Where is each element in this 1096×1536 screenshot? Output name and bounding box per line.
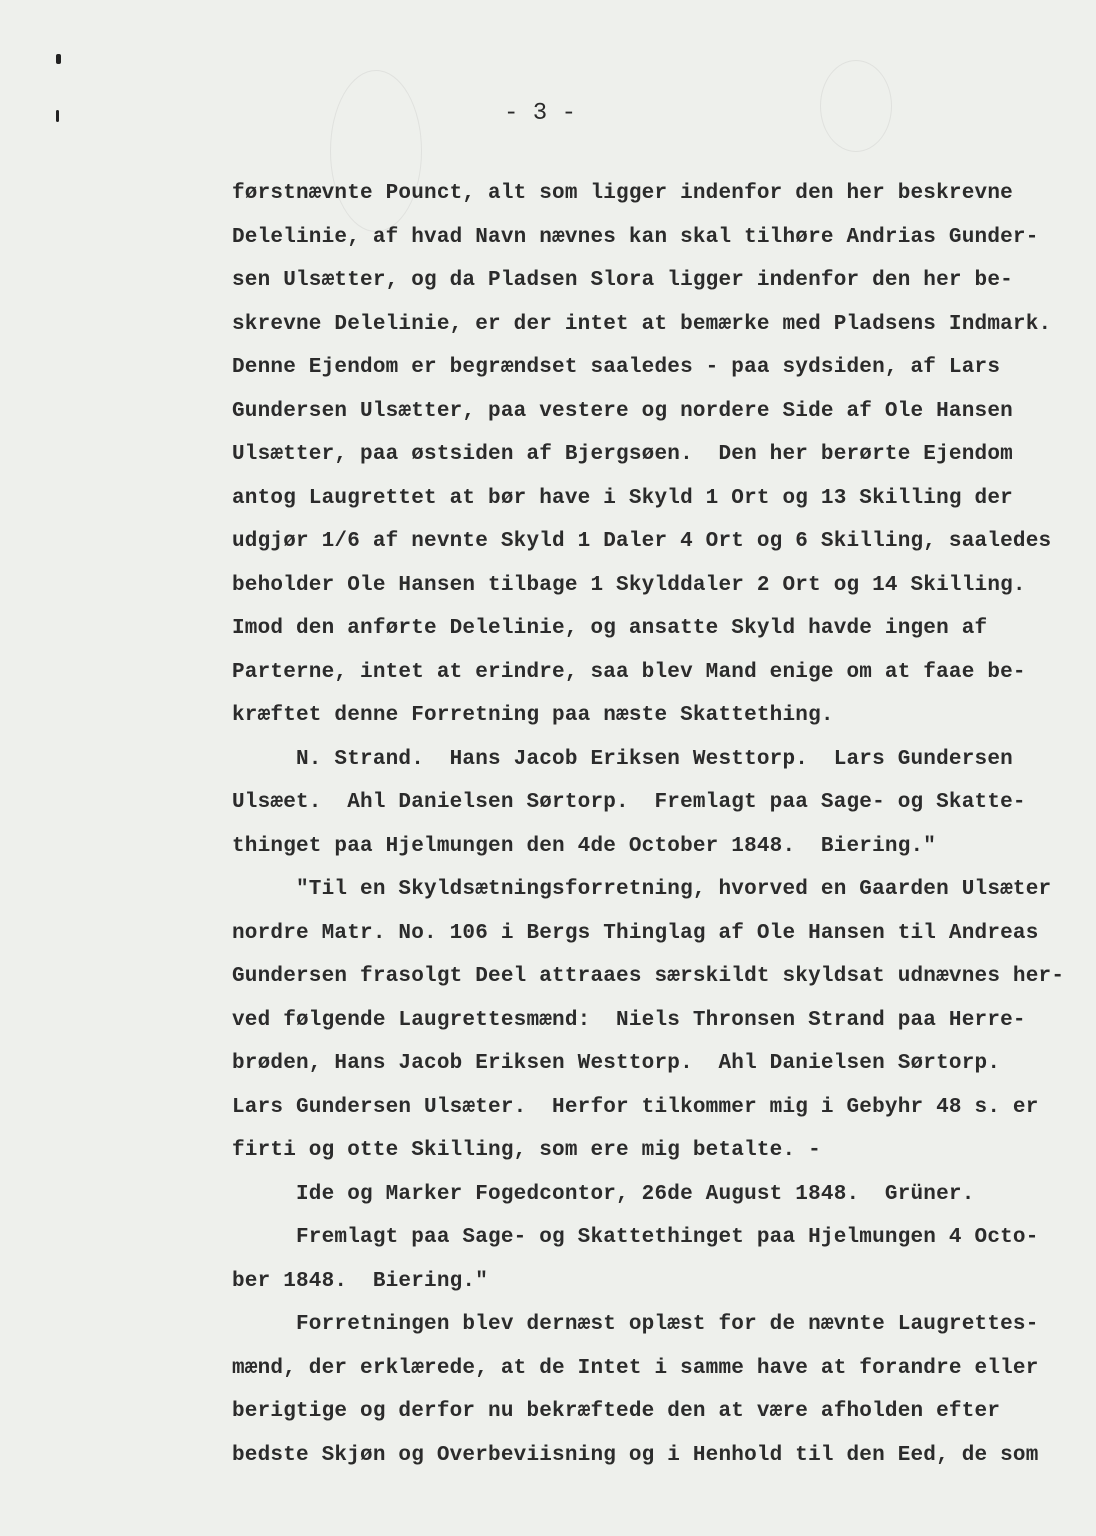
text-line: Fremlagt paa Sage- og Skattethinget paa Hjelmungen 4 Octo- bbox=[232, 1226, 1039, 1249]
text-line: "Til en Skyldsætningsforretning, hvorved en Gaarden Ulsæter bbox=[232, 878, 1052, 901]
text-line: Forretningen blev dernæst oplæst for de nævnte Laugrettes- bbox=[232, 1313, 1039, 1336]
page-number: - 3 - bbox=[503, 100, 576, 127]
text-line: N. Strand. Hans Jacob Eriksen Westtorp. Lars Gundersen bbox=[232, 747, 1013, 771]
text-line: bedste Skjøn og Overbeviisning og i Henhold til den Eed, de som bbox=[232, 1443, 1039, 1467]
text-line: antog Laugrettet at bør have i Skyld 1 Ort og 13 Skilling der bbox=[232, 486, 1013, 510]
document-body bbox=[232, 172, 1082, 1477]
text-line: Imod den anførte Delelinie, og ansatte Skyld havde ingen af bbox=[232, 617, 988, 640]
text-line: Gundersen Ulsætter, paa vestere og nordere Side af Ole Hansen bbox=[232, 399, 1013, 423]
text-line: Ulsætter, paa østsiden af Bjergsøen. Den her berørte Ejendom bbox=[232, 443, 1013, 466]
text-line: nordre Matr. No. 106 i Bergs Thinglag af Ole Hansen til Andreas bbox=[232, 921, 1039, 945]
text-line: thinget paa Hjelmungen den 4de October 1848. Biering." bbox=[232, 834, 937, 858]
text-line: berigtige og derfor nu bekræftede den at være afholden efter bbox=[232, 1400, 1001, 1423]
text-line: skrevne Delelinie, er der intet at bemærke med Pladsens Indmark. bbox=[232, 312, 1052, 336]
text-line: førstnævnte Pounct, alt som ligger indenfor den her beskrevne bbox=[232, 182, 1013, 205]
text-line: Parterne, intet at erindre, saa blev Mand enige om at faae be- bbox=[232, 660, 1026, 684]
text-line: Ide og Marker Fogedcontor, 26de August 1848. Grüner. bbox=[232, 1182, 975, 1206]
text-line: Denne Ejendom er begrændset saaledes - paa sydsiden, af Lars bbox=[232, 356, 1001, 379]
text-line: ber 1848. Biering." bbox=[232, 1269, 489, 1293]
text-line: sen Ulsætter, og da Pladsen Slora ligger indenfor den her be- bbox=[232, 269, 1013, 292]
punch-hole-mark bbox=[56, 110, 59, 122]
text-line: Delelinie, af hvad Navn nævnes kan skal tilhøre Andrias Gunder- bbox=[232, 225, 1039, 249]
text-line: kræftet denne Forretning paa næste Skattething. bbox=[232, 704, 834, 727]
text-line: Lars Gundersen Ulsæter. Herfor tilkommer mig i Gebyhr 48 s. er bbox=[232, 1095, 1039, 1119]
text-line: beholder Ole Hansen tilbage 1 Skylddaler 2 Ort og 14 Skilling. bbox=[232, 573, 1026, 597]
text-line: Gundersen frasolgt Deel attraaes særskildt skyldsat udnævnes her- bbox=[232, 965, 1065, 988]
text-line: brøden, Hans Jacob Eriksen Westtorp. Ahl Danielsen Sørtorp. bbox=[232, 1052, 1001, 1075]
text-line: mænd, der erklærede, at de Intet i samme have at forandre eller bbox=[232, 1356, 1039, 1380]
faint-stamp-mark bbox=[820, 60, 892, 152]
text-line: Ulsæet. Ahl Danielsen Sørtorp. Fremlagt paa Sage- og Skatte- bbox=[232, 791, 1026, 814]
text-line: ved følgende Laugrettesmænd: Niels Thronsen Strand paa Herre- bbox=[232, 1008, 1026, 1032]
text-line: udgjør 1/6 af nevnte Skyld 1 Daler 4 Ort og 6 Skilling, saaledes bbox=[232, 530, 1052, 553]
text-line: firti og otte Skilling, som ere mig betalte. - bbox=[232, 1139, 821, 1162]
punch-hole-mark bbox=[56, 54, 61, 64]
